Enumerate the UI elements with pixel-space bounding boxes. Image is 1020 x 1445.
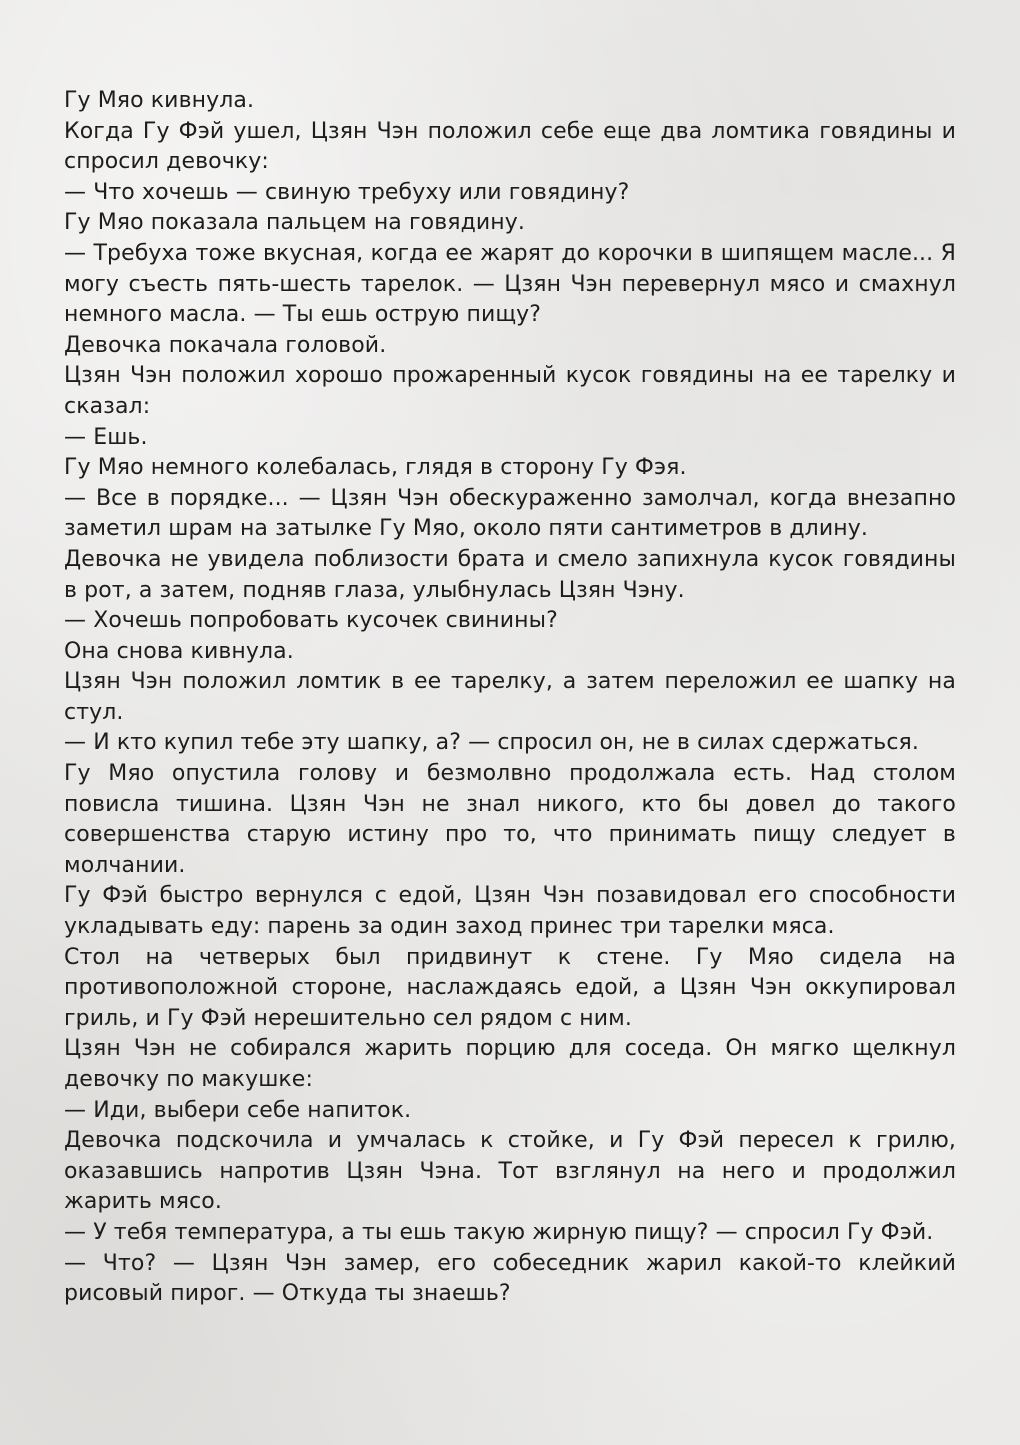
paragraph: — Хочешь попробовать кусочек свинины? [64, 608, 558, 634]
paragraph: Цзян Чэн положил ломтик в ее тарелку, а затем переложил ее шапку на стул. [64, 669, 956, 725]
paragraph: Гу Мяо опустила голову и безмолвно продолжала есть. Над столом повисла тишина. Цзян Чэн не знал никого, кто бы довел до такого совершенства старую истину про то, что принимать пищу следует в молчании. [64, 761, 956, 878]
paragraph: — И кто купил тебе эту шапку, а? — спросил он, не в силах сдержаться. [64, 730, 919, 756]
paragraph: Стол на четверых был придвинут к стене. Гу Мяо сидела на противоположной стороне, наслаждаясь едой, а Цзян Чэн оккупировал гриль, и Гу Фэй нерешительно сел рядом с ним. [64, 944, 956, 1031]
paragraph: — Что хочешь — свиную требуху или говядину? [64, 179, 630, 205]
paragraph: — Иди, выбери себе напиток. [64, 1097, 412, 1123]
paragraph: Гу Мяо показала пальцем на говядину. [64, 210, 526, 236]
paragraph: Гу Мяо кивнула. [64, 88, 255, 113]
paragraph: Девочка подскочила и умчалась к стойке, и Гу Фэй пересел к грилю, оказавшись напротив Цзян Чэна. Тот взглянул на него и продолжил жарить мясо. [64, 1128, 956, 1215]
paragraph: Когда Гу Фэй ушел, Цзян Чэн положил себе еще два ломтика говядины и спросил девочку: [64, 118, 956, 175]
paragraph: Гу Фэй быстро вернулся с едой, Цзян Чэн позавидовал его способности укладывать еду: парень за один заход принес три тарелки мяса. [64, 883, 956, 940]
paragraph: — Требуха тоже вкусная, когда ее жарят до корочки в шипящем масле... Я могу съесть пять-шесть тарелок. — Цзян Чэн перевернул мясо и смахнул немного масла. — Ты ешь острую пищу? [64, 240, 956, 328]
paragraph: — Все в порядке... — Цзян Чэн обескураженно замолчал, когда внезапно заметил шрам на затылке Гу Мяо, около пяти сантиметров в длину. [64, 485, 956, 542]
paragraph: — Что? — Цзян Чэн замер, его собеседник жарил какой-то клейкий рисовый пирог. — Откуда ты знаешь? [64, 1250, 956, 1307]
paragraph: Девочка покачала головой. [64, 332, 387, 358]
paragraph: Она снова кивнула. [64, 638, 294, 664]
paragraph: Цзян Чэн не собирался жарить порцию для соседа. Он мягко щелкнул девочку по макушке: [64, 1036, 956, 1092]
paragraph: Девочка не увидела поблизости брата и смело запихнула кусок говядины в рот, а затем, подняв глаза, улыбнулась Цзян Чэну. [64, 546, 956, 603]
paragraph: Цзян Чэн положил хорошо прожаренный кусок говядины на ее тарелку и сказал: [64, 363, 956, 419]
paragraph: Гу Мяо немного колебалась, глядя в сторону Гу Фэя. [64, 455, 687, 481]
document-body [64, 86, 956, 1310]
paragraph: — Ешь. [64, 424, 148, 450]
paragraph: — У тебя температура, а ты ешь такую жирную пищу? — спросил Гу Фэй. [64, 1219, 934, 1245]
